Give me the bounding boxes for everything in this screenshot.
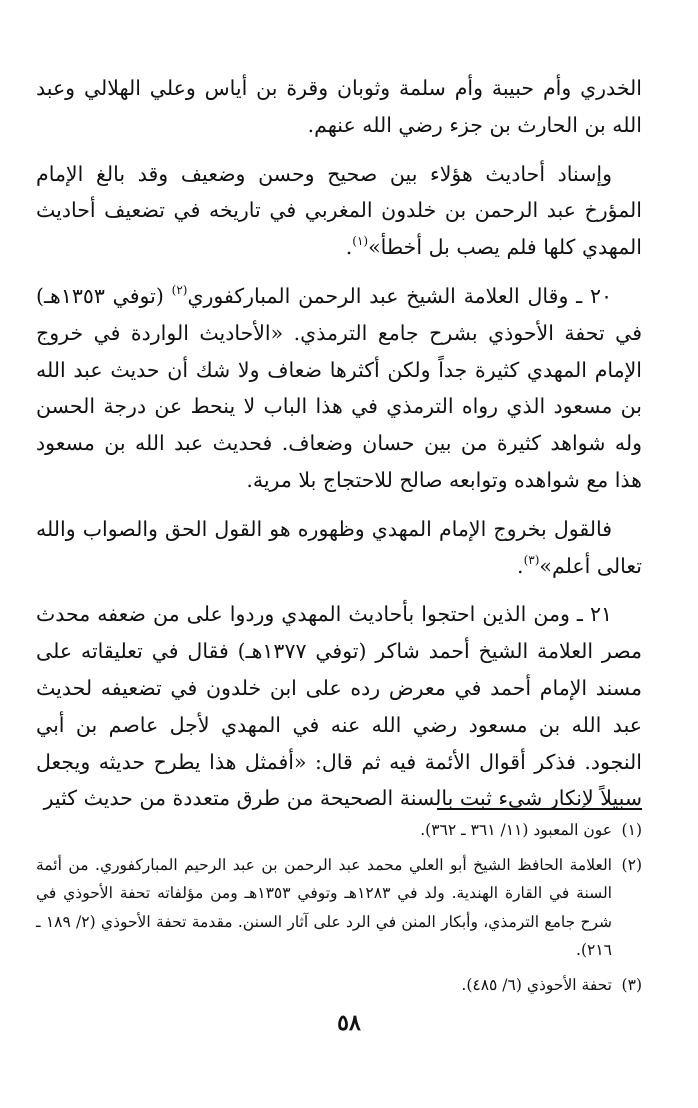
footnote-ref-1: (١) bbox=[352, 234, 369, 249]
footnote-number: (٢) bbox=[621, 855, 642, 874]
paragraph-5 bbox=[36, 596, 642, 817]
footnote-separator bbox=[437, 808, 642, 810]
footnote-text: تحفة الأحوذي (٦/ ٤٨٥). bbox=[461, 975, 612, 994]
paragraph-5-text: ٢١ ـ ومن الذين احتجوا بأحاديث المهدي وردوا على من ضعفه محدث مصر العلامة الشيخ أحمد شاكر (توفي ١٣٧٧هـ) فقال في تعليقاته على مسند الإمام أحمد في معرض رده على ابن خلدون في تضعيفه لحديث عبد الله بن مسعود رضي الله عنه في المهدي لأجل عاصم بن أبي النجود. فذكر أقوال الأئمة فيه ثم قال: «أفمثل هذا يطرح حديثه ويجعل سبيلاً لإنكار شيء ثبت بالسنة الصحيحة من طرق متعددة من حديث كثير bbox=[36, 602, 642, 811]
main-text bbox=[36, 70, 642, 829]
footnote-text: عون المعبود (١١/ ٣٦١ ـ ٣٦٢). bbox=[420, 821, 612, 839]
page-number: ٥٨ bbox=[337, 1010, 361, 1036]
paragraph-3 bbox=[36, 278, 642, 499]
paragraph-2 bbox=[36, 156, 642, 266]
footnote-1 bbox=[36, 816, 642, 845]
paragraph-1 bbox=[36, 70, 642, 144]
footnote-number: (١) bbox=[621, 821, 642, 839]
paragraph-4-end: . bbox=[517, 553, 524, 578]
footnote-ref-3: (٣) bbox=[523, 552, 540, 567]
footnote-3 bbox=[36, 971, 642, 1000]
footnote-2 bbox=[36, 851, 642, 965]
paragraph-2-text: وإسناد أحاديث هؤلاء بين صحيح وحسن وضعيف وقد بالغ الإمام المؤرخ عبد الرحمن بن خلدون المغربي في تاريخه في تضعيف أحاديث المهدي كلها فلم يصب بل أخطأ» bbox=[36, 161, 642, 260]
paragraph-3-text-a: ٢٠ ـ وقال العلامة الشيخ عبد الرحمن المباركفوري bbox=[187, 283, 612, 308]
footnotes bbox=[36, 816, 642, 1005]
paragraph-3-text-b: (توفي ١٣٥٣هـ) في تحفة الأحوذي بشرح جامع الترمذي. «الأحاديث الواردة في خروج الإمام المهدي كثيرة جداً ولكن أكثرها ضعاف ولا شك أن حديث عبد الله بن مسعود الذي رواه الترمذي في هذا الباب لا ينحط عن درجة الحسن وله شواهد كثيرة من بين حسان وضعاف. فحديث عبد الله بن مسعود هذا مع شواهده وتوابعه صالح للاحتجاج بلا مرية. bbox=[36, 283, 642, 492]
paragraph-2-end: . bbox=[345, 235, 353, 260]
footnote-text: العلامة الحافظ الشيخ أبو العلي محمد عبد الرحمن بن عبد الرحيم المباركفوري. من أئمة السنة في القارة الهندية. ولد في ١٢٨٣هـ وتوفي ١٣٥٣هـ ومن مؤلفاته تحفة الأحوذي في شرح جامع الترمذي، وأبكار المنن في الرد على آثار السنن. مقدمة تحفة الأحوذي (٢/ ١٨٩ ـ ٢١٦). bbox=[36, 855, 613, 959]
paragraph-1-text: الخدري وأم حبيبة وأم سلمة وثوبان وقرة بن أياس وعلي الهلالي وعبد الله بن الحارث بن جزء رضي الله عنهم. bbox=[36, 76, 642, 137]
paragraph-4 bbox=[36, 511, 642, 585]
footnote-ref-2: (٢) bbox=[171, 282, 188, 297]
paragraph-4-text: فالقول بخروج الإمام المهدي وظهوره هو القول الحق والصواب والله تعالى أعلم» bbox=[36, 516, 642, 578]
footnote-number: (٣) bbox=[621, 975, 642, 994]
